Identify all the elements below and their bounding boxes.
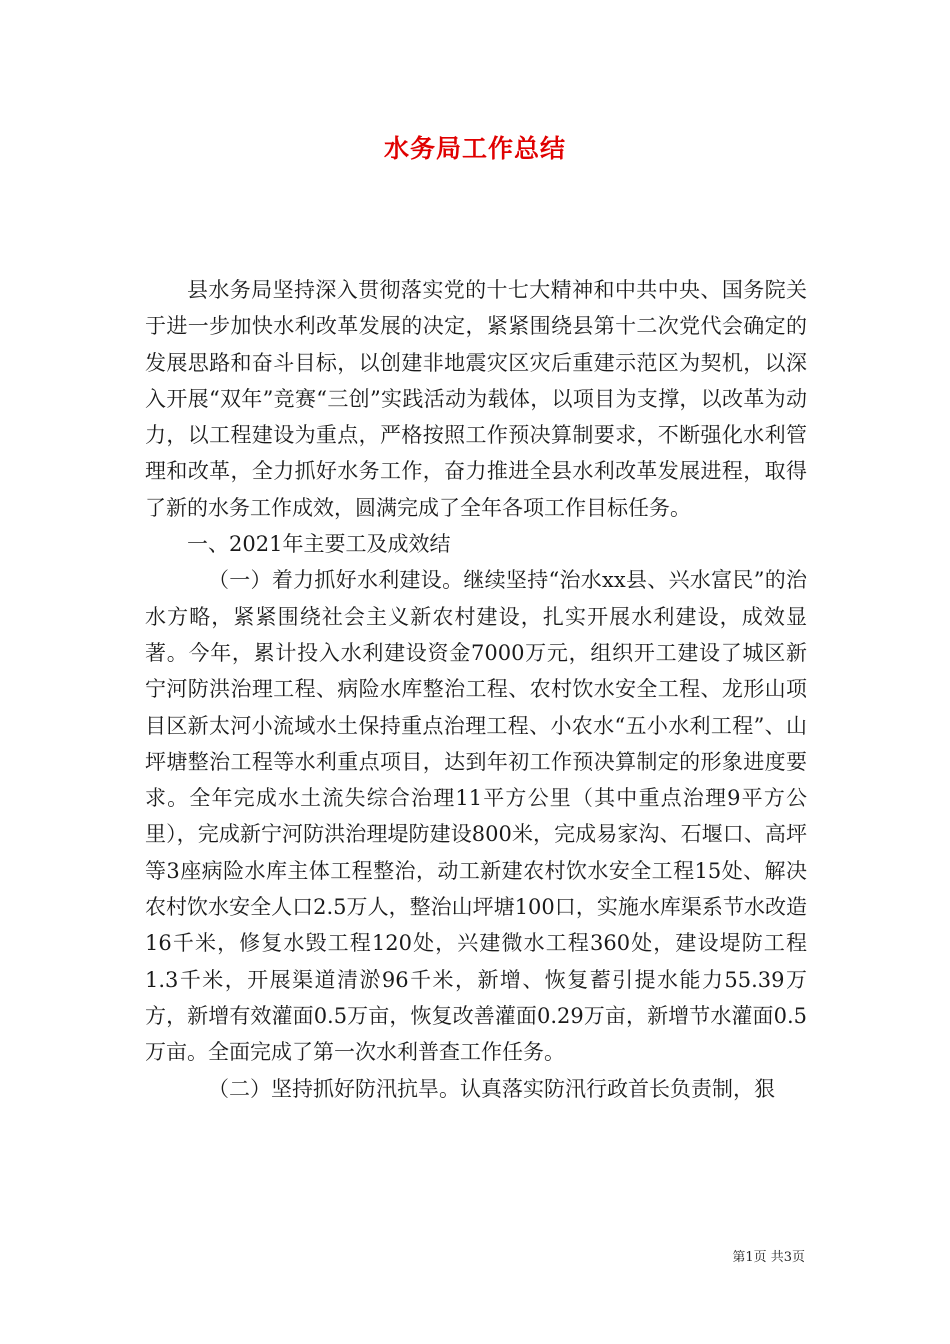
document-body (145, 272, 807, 1107)
page-title: 水务局工作总结 (383, 134, 566, 163)
paragraph-water-construction: （一）着力抓好水利建设。继续坚持“治水xx县、兴水富民”的治水方略，紧紧围绕社会主义新农村建设，扎实开展水利建设，成效显著。今年，累计投入水利建设资金7000万元，组织开工建设了城区新宁河防洪治理工程、病险水库整治工程、农村饮水安全工程、龙形山项目区新太河小流域水土保持重点治理工程、小农水“五小水利工程”、山坪塘整治工程等水利重点项目，达到年初工作预决算制定的形象进度要求。全年完成水土流失综合治理11平方公里（其中重点治理9平方公里），完成新宁河防洪治理堤防建设800米，完成易家沟、石堰口、高坪等3座病险水库主体工程整治，动工新建农村饮水安全工程15处、解决农村饮水安全人口2.5万人，整治山坪塘100口，实施水库渠系节水改造16千米，修复水毁工程120处，兴建微水工程360处，建设堤防工程1.3千米，开展渠道清淤96千米，新增、恢复蓄引提水能力55.39万方，新增有效灌面0.5万亩，恢复改善灌面0.29万亩，新增节水灌面0.5万亩。全面完成了第一次水利普查工作任务。 (145, 568, 807, 1065)
section-heading: 一、2021年主要工及成效结 (187, 532, 451, 557)
paragraph-flood-drought: （二）坚持抓好防汛抗旱。认真落实防汛行政首长负责制，狠 (208, 1076, 775, 1101)
paragraph-intro: 县水务局坚持深入贯彻落实党的十七大精神和中共中央、国务院关于进一步加快水利改革发展的决定，紧紧围绕县第十二次党代会确定的发展思路和奋斗目标，以创建非地震灾区灾后重建示范区为契机，以深入开展“双年”竞赛“三创”实践活动为载体，以项目为支撑，以改革为动力，以工程建设为重点，严格按照工作预决算制要求，不断强化水利管理和改革，全力抓好水务工作，奋力推进全县水利改革发展进程，取得了新的水务工作成效，圆满完成了全年各项工作目标任务。 (145, 278, 807, 520)
page-number: 第1页 共3页 (732, 1250, 805, 1265)
